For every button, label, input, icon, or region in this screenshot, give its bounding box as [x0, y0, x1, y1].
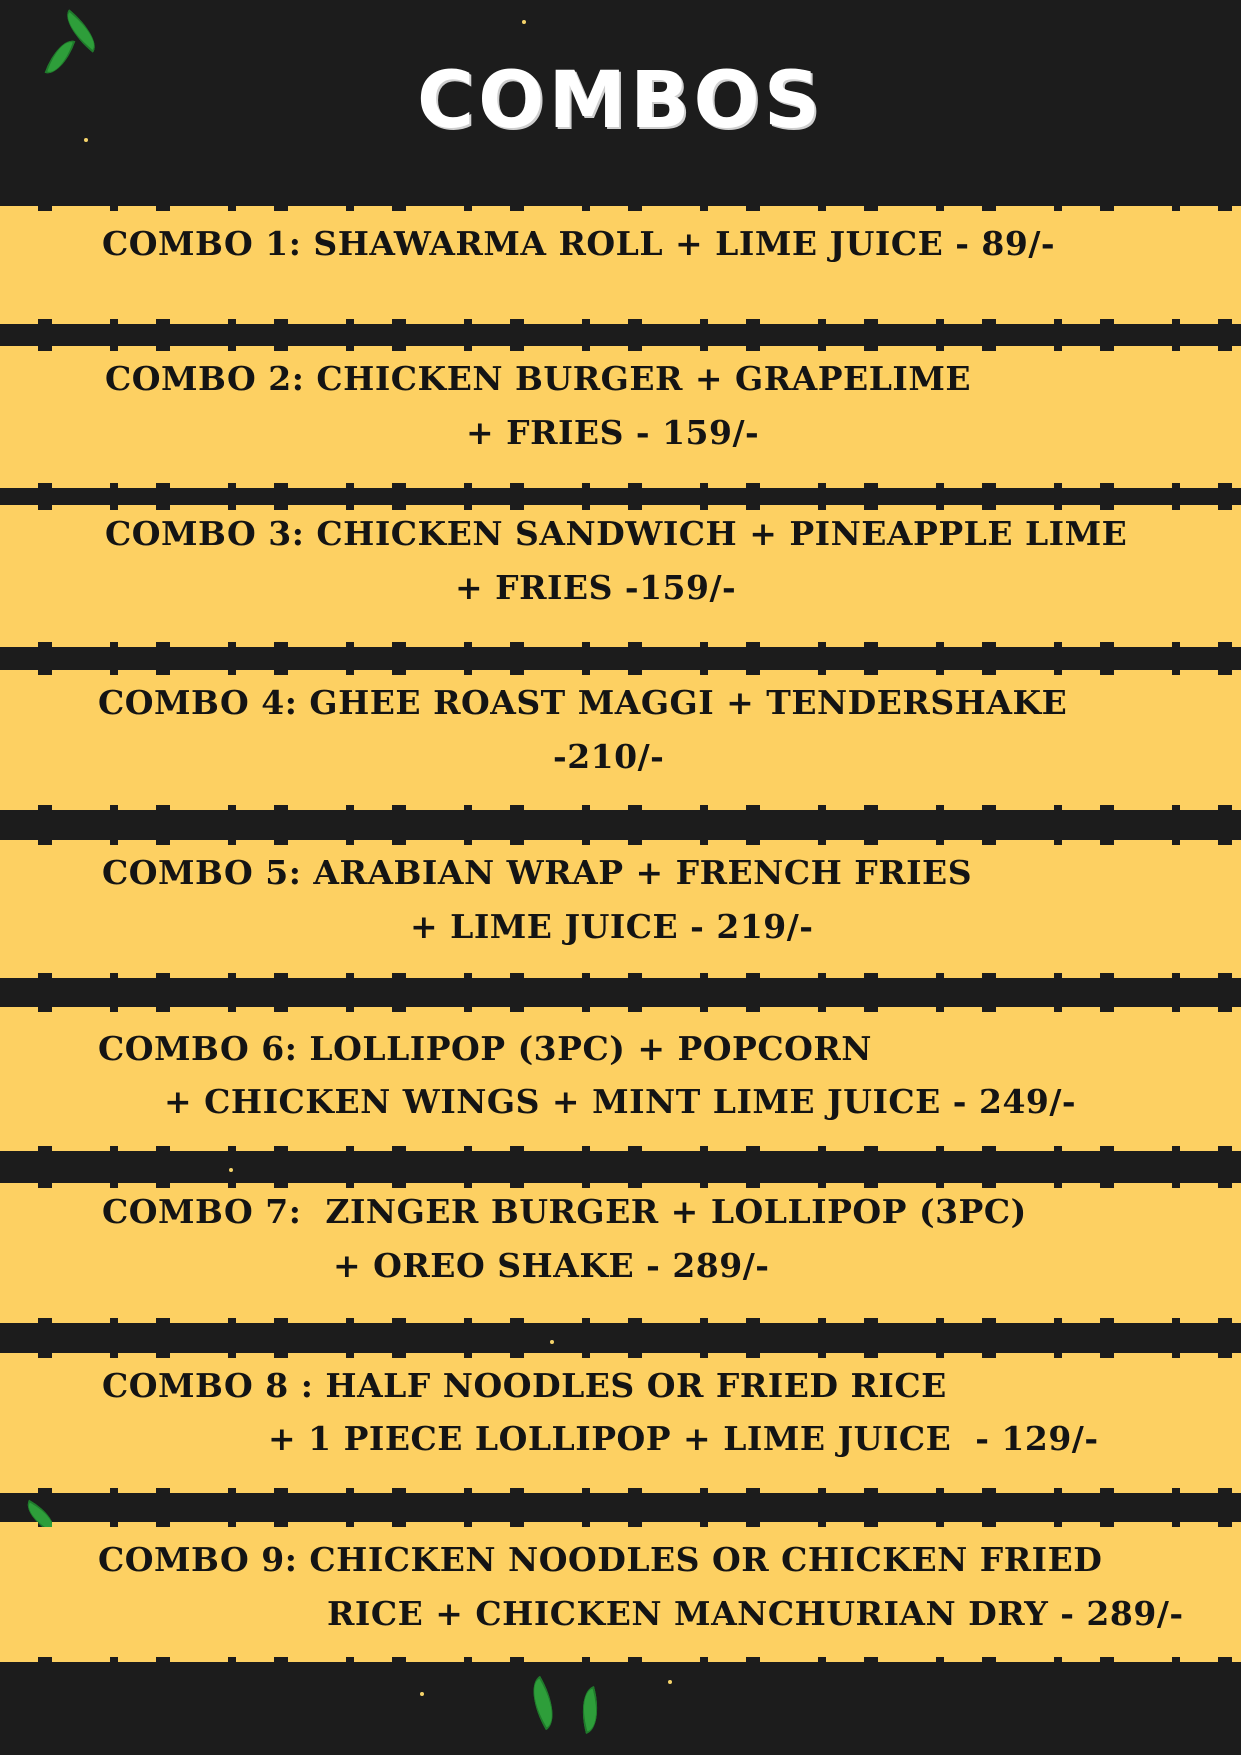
sparkle-dot — [420, 1692, 424, 1696]
leaf-decoration-icon — [521, 1676, 565, 1730]
sparkle-dot — [229, 1168, 233, 1172]
combo-9-line-2: RICE + CHICKEN MANCHURIAN DRY - 289/- — [327, 1594, 1184, 1633]
combo-6-line-1: COMBO 6: LOLLIPOP (3PC) + POPCORN — [98, 1029, 872, 1068]
combo-6-line-2: + CHICKEN WINGS + MINT LIME JUICE - 249/- — [164, 1082, 1077, 1121]
combo-7-line-1: COMBO 7: ZINGER BURGER + LOLLIPOP (3PC) — [102, 1192, 1027, 1231]
combo-1-line-1: COMBO 1: SHAWARMA ROLL + LIME JUICE - 89/- — [102, 224, 1056, 263]
combo-2-line-1: COMBO 2: CHICKEN BURGER + GRAPELIME — [105, 359, 972, 398]
combo-7-line-2: + OREO SHAKE - 289/- — [333, 1246, 770, 1285]
combo-8-line-1: COMBO 8 : HALF NOODLES OR FRIED RICE — [102, 1366, 947, 1405]
combo-4-line-2: -210/- — [553, 737, 665, 776]
page-title: COMBOS — [416, 56, 825, 146]
leaf-decoration-icon — [575, 1686, 606, 1734]
combo-4-line-1: COMBO 4: GHEE ROAST MAGGI + TENDERSHAKE — [98, 683, 1068, 722]
combo-5-line-2: + LIME JUICE - 219/- — [410, 907, 814, 946]
sparkle-dot — [668, 1680, 672, 1684]
combo-2-line-2: + FRIES - 159/- — [466, 413, 760, 452]
combo-3-line-1: COMBO 3: CHICKEN SANDWICH + PINEAPPLE LIME — [105, 514, 1128, 553]
sparkle-dot — [522, 20, 526, 24]
combo-8-line-2: + 1 PIECE LOLLIPOP + LIME JUICE - 129/- — [268, 1419, 1099, 1458]
sparkle-dot — [550, 1340, 554, 1344]
combo-3-line-2: + FRIES -159/- — [455, 568, 737, 607]
combo-9-line-1: COMBO 9: CHICKEN NOODLES OR CHICKEN FRIED — [98, 1540, 1103, 1579]
combo-5-line-1: COMBO 5: ARABIAN WRAP + FRENCH FRIES — [102, 853, 973, 892]
